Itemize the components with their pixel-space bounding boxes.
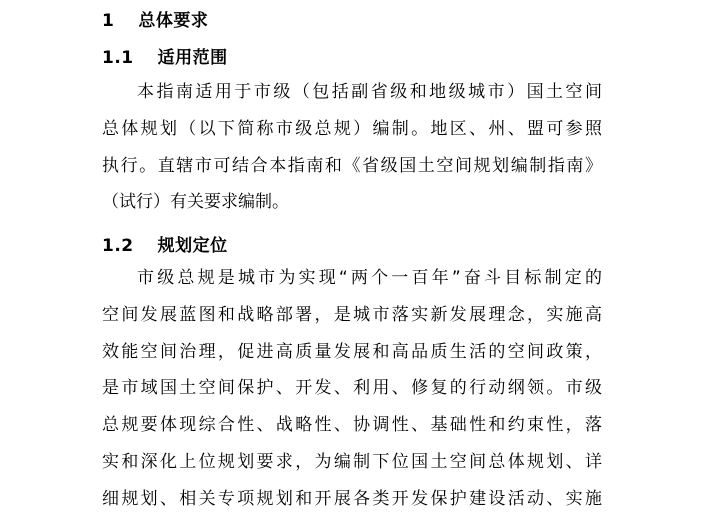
paragraph-line: 效能空间治理，促进高质量发展和高品质生活的空间政策，: [102, 341, 602, 362]
paragraph-scope: [102, 74, 602, 221]
paragraph-line: 空间发展蓝图和战略部署，是城市落实新发展理念，实施高: [102, 304, 602, 325]
paragraph-line: 实和深化上位规划要求，为编制下位国土空间总体规划、详: [102, 451, 602, 472]
section-number: 1: [102, 11, 115, 31]
paragraph-positioning: [102, 260, 602, 518]
subsection-heading-1-1: [102, 43, 228, 68]
subsection-number: 1.2: [102, 236, 134, 256]
section-title: 总体要求: [138, 11, 209, 31]
subsection-heading-1-2: [102, 231, 228, 256]
subsection-number: 1.1: [102, 48, 134, 68]
paragraph-line: 执行。直辖市可结合本指南和《省级国土空间规划编制指南》: [102, 155, 602, 176]
paragraph-line: （试行）有关要求编制。: [102, 192, 289, 213]
paragraph-line: 细规划、相关专项规划和开展各类开发保护建设活动、实施: [102, 488, 602, 509]
paragraph-line: 市级总规是城市为实现“两个一百年”奋斗目标制定的: [137, 268, 602, 288]
paragraph-line: 本指南适用于市级（包括副省级和地级城市）国土空间: [137, 82, 602, 102]
paragraph-line: 是市域国土空间保护、开发、利用、修复的行动纲领。市级: [102, 378, 602, 399]
paragraph-line: 总规要体现综合性、战略性、协调性、基础性和约束性，落: [102, 415, 602, 436]
subsection-title: 规划定位: [157, 236, 228, 256]
paragraph-line: 总体规划（以下简称市级总规）编制。地区、州、盟可参照: [102, 118, 602, 139]
section-heading: [102, 6, 208, 31]
subsection-title: 适用范围: [157, 48, 228, 68]
